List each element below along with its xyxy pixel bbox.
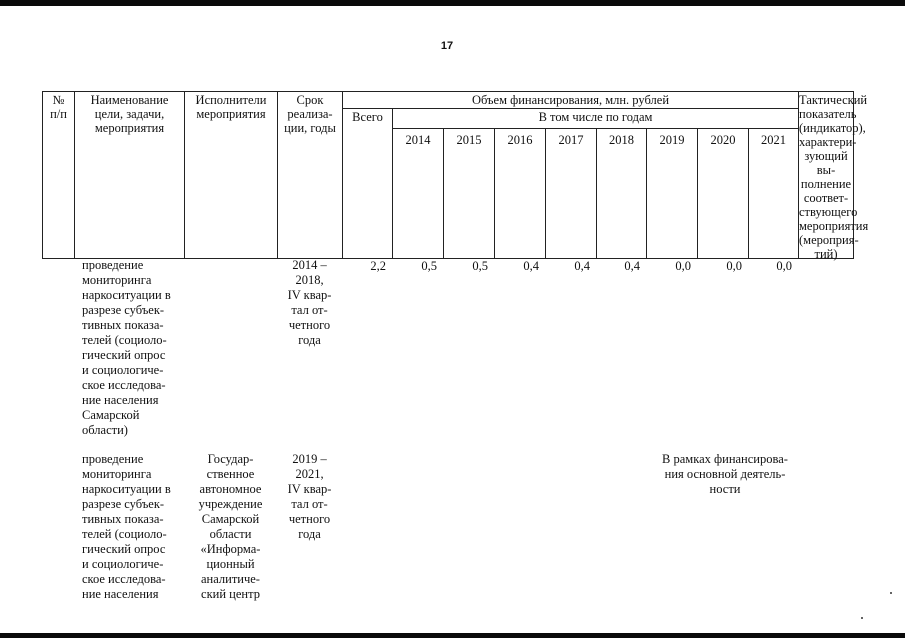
row-term-cell: 2014 – 2018, IV квар- тал от- четного года <box>287 258 332 347</box>
header-col-financing: Объем финансирования, млн. рублей <box>343 92 799 109</box>
row-year-value: 0,5 <box>421 259 437 273</box>
header-year-cell: 2016 <box>495 129 546 259</box>
row-year-value: 0,0 <box>675 259 691 273</box>
row-name-cell: проведение мониторинга наркоситуации в разрезе субъек- тивных показа- телей (социоло- гический опрос и социологиче- ское исследова- ние населения Самарской области) <box>82 258 171 437</box>
row-executors-cell: Государ- ственное автономное учреждение Самарской области «Информа- ционный аналитиче- ский центр <box>198 452 263 601</box>
row-total-value: 2,2 <box>370 259 386 273</box>
row-year-value: 0,4 <box>574 259 590 273</box>
header-col-by-years: В том числе по годам <box>393 109 799 129</box>
header-col-indicator: Тактический показатель (индикатор), характери- зующий вы- полнение соответ- ствующего мероприятия (мероприя- тий) <box>799 93 869 261</box>
header-year-cell: 2017 <box>546 129 597 259</box>
header-year-cell: 2020 <box>698 129 749 259</box>
top-border-rule <box>0 0 905 6</box>
header-col-executors: Исполнители мероприятия <box>185 92 278 259</box>
row-year-value: 0,4 <box>624 259 640 273</box>
page-number: 17 <box>440 40 454 52</box>
header-col-term: Срок реализа- ции, годы <box>278 92 343 259</box>
header-year-cell: 2014 <box>393 129 444 259</box>
header-year-cell: 2018 <box>597 129 647 259</box>
header-col-number: № п/п <box>43 92 75 259</box>
header-year-cell: 2019 <box>647 129 698 259</box>
row-year-value: 0,0 <box>776 259 792 273</box>
row-name-cell: проведение мониторинга наркоситуации в разрезе субъек- тивных показа- телей (социоло- гический опрос и социологиче- ское исследова- ние населения <box>82 452 171 601</box>
scan-speck <box>890 592 892 594</box>
row-year-value: 0,4 <box>523 259 539 273</box>
header-col-name: Наименование цели, задачи, мероприятия <box>75 92 185 259</box>
scan-speck <box>861 617 863 619</box>
row-executors-cell <box>184 258 277 438</box>
row-year-value: 0,0 <box>726 259 742 273</box>
row-year-value: 0,5 <box>472 259 488 273</box>
bottom-border-rule <box>0 633 905 638</box>
header-table <box>42 91 869 261</box>
row-term-cell: 2019 – 2021, IV квар- тал от- четного года <box>287 452 332 541</box>
header-year-cell: 2015 <box>444 129 495 259</box>
financing-note: В рамках финансирова- ния основной деятель- ности <box>662 452 788 496</box>
header-year-cell: 2021 <box>749 129 799 259</box>
table-row <box>42 258 853 438</box>
header-col-total: Всего <box>343 109 393 259</box>
